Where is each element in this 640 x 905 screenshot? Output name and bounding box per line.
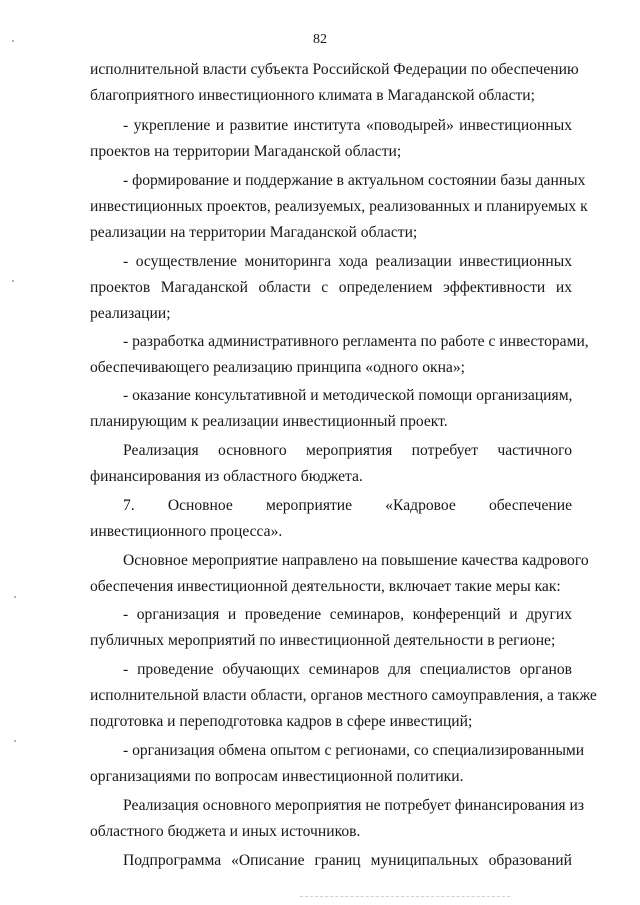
- text-line: Подпрограмма «Описание границ муниципальных образований: [123, 852, 572, 869]
- text-line: финансирования из областного бюджета.: [90, 468, 363, 485]
- page-number: 82: [313, 32, 327, 47]
- text-line: реализации на территории Магаданской области;: [90, 224, 418, 241]
- text-line: областного бюджета и иных источников.: [90, 823, 361, 840]
- text-line: инвестиционного процесса».: [90, 523, 283, 540]
- text-line: инвестиционных проектов, реализуемых, реализованных и планируемых к: [90, 198, 588, 215]
- text-line: - оказание консультативной и методической помощи организациям,: [123, 387, 573, 404]
- text-line: проектов Магаданской области с определением эффективности их: [90, 279, 572, 296]
- text-line: организациями по вопросам инвестиционной политики.: [90, 768, 464, 785]
- text-line: - организация и проведение семинаров, конференций и других: [123, 606, 572, 623]
- text-line: обеспечивающего реализацию принципа «одного окна»;: [90, 359, 465, 376]
- text-line: исполнительной власти области, органов местного самоуправления, а также: [90, 687, 597, 704]
- text-line: подготовка и переподготовка кадров в сфере инвестиций;: [90, 713, 473, 730]
- text-line: планирующим к реализации инвестиционный проект.: [90, 413, 448, 430]
- text-line: исполнительной власти субъекта Российской Федерации по обеспечению: [90, 61, 579, 78]
- text-line: проектов на территории Магаданской области;: [90, 143, 402, 160]
- text-line: Реализация основного мероприятия потребует частичного: [123, 442, 572, 459]
- scan-speck: [14, 740, 16, 742]
- scan-speck: [14, 596, 16, 598]
- text-line: - проведение обучающих семинаров для специалистов органов: [123, 661, 572, 678]
- scan-edge: [300, 896, 510, 898]
- text-line: Реализация основного мероприятия не потребует финансирования из: [123, 797, 584, 814]
- text-line: реализации;: [90, 305, 171, 322]
- text-line: - осуществление мониторинга хода реализации инвестиционных: [123, 253, 572, 270]
- text-line: Основное мероприятие направлено на повышение качества кадрового: [123, 552, 589, 569]
- scan-speck: [12, 40, 14, 42]
- text-line: публичных мероприятий по инвестиционной деятельности в регионе;: [90, 632, 556, 649]
- text-line: - формирование и поддержание в актуальном состоянии базы данных: [123, 172, 586, 189]
- text-line: - организация обмена опытом с регионами, со специализированными: [123, 742, 585, 759]
- text-line: - разработка административного регламента по работе с инвесторами,: [123, 333, 589, 350]
- text-line: - укрепление и развитие института «поводырей» инвестиционных: [123, 117, 572, 134]
- text-line: благоприятного инвестиционного климата в Магаданской области;: [90, 87, 535, 104]
- text-line: обеспечения инвестиционной деятельности, включает такие меры как:: [90, 578, 561, 595]
- scan-speck: [12, 280, 14, 282]
- text-line: 7. Основное мероприятие «Кадровое обеспечение: [123, 497, 572, 514]
